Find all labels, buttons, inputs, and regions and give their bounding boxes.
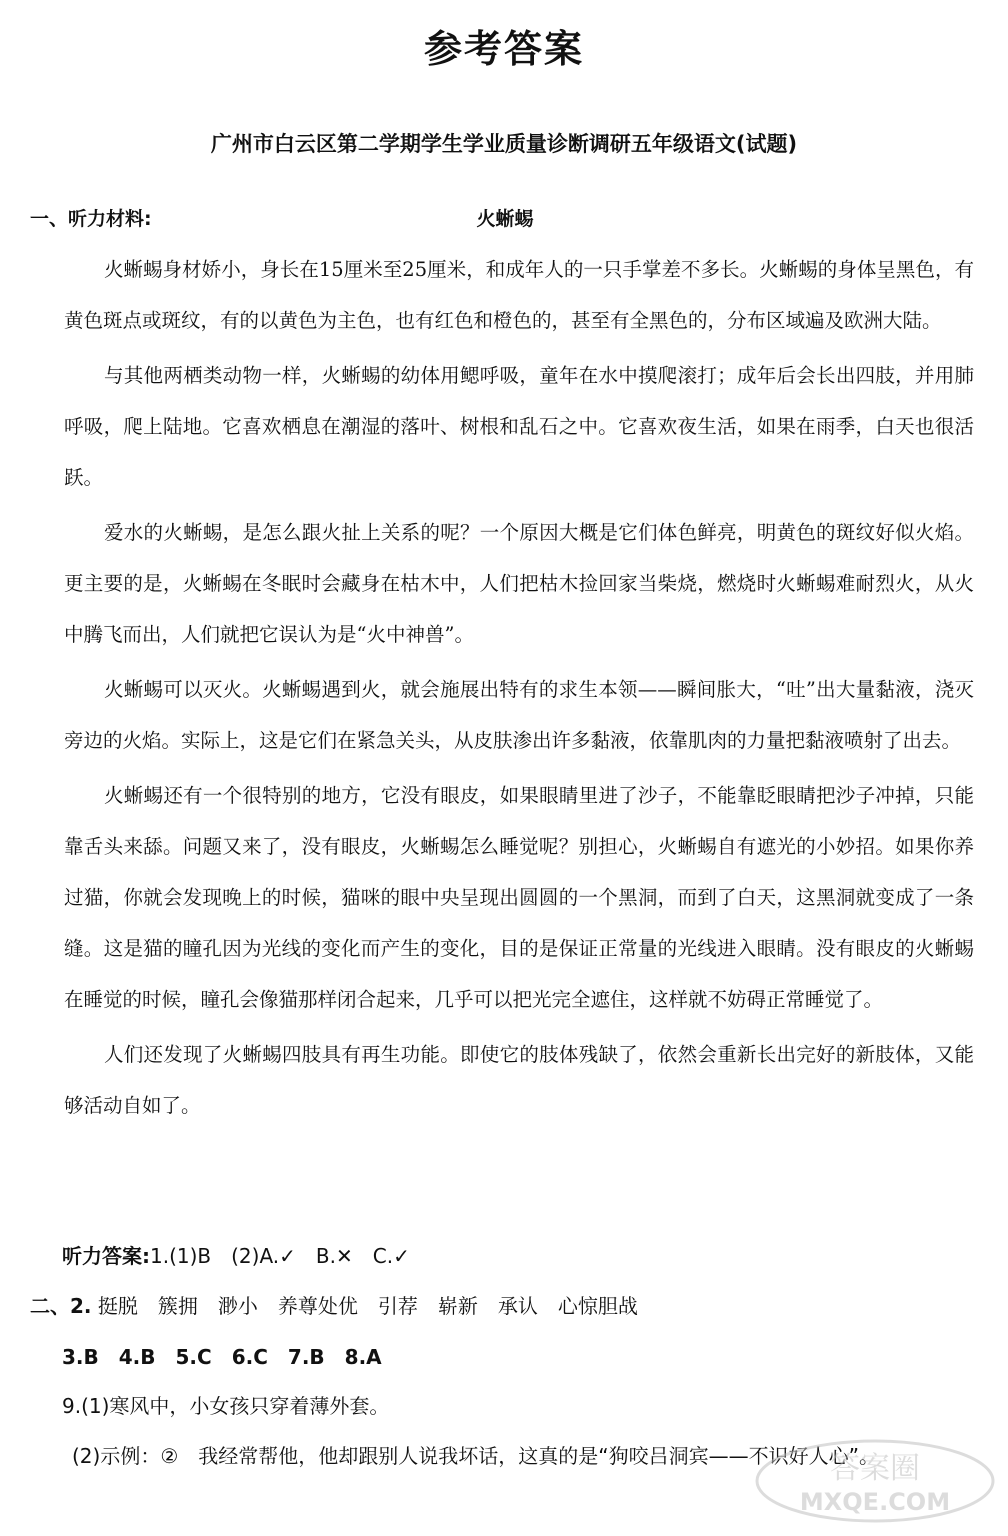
page-title: 参考答案 [423,27,584,71]
passage-paragraph: 火蜥蜴身材娇小，身长在15厘米至25厘米，和成年人的一只手掌差不多长。火蜥蜴的身体呈黑色，有黄色斑点或斑纹，有的以黄色为主色，也有红色和橙色的，甚至有全黑色的，分布区域遍及欧洲大陆。 [64,258,974,332]
multiple-choice-answers: 3.B 4.B 5.C 6.C 7.B 8.A [62,1345,382,1369]
listening-passage [64,244,974,1135]
question9-part2: (2)示例：② 我经常帮他，他却跟别人说我坏话，这真的是“狗咬吕洞宾——不识好人心”。 [72,1444,879,1468]
section1-header [30,204,980,234]
section1-label: 一、听力材料: [30,208,152,230]
passage-paragraph: 爱水的火蜥蜴，是怎么跟火扯上关系的呢？一个原因大概是它们体色鲜亮，明黄色的斑纹好似火焰。更主要的是，火蜥蜴在冬眠时会藏身在枯木中，人们把枯木捡回家当柴烧，燃烧时火蜥蜴难耐烈火，从火中腾飞而出，人们就把它误认为是“火中神兽”。 [64,521,974,646]
listening-answers [62,1240,410,1269]
watermark-text-url: MXQE.COM [799,1488,951,1516]
section2-label: 二、2. [30,1294,92,1318]
story-title: 火蜥蜴 [476,208,534,230]
exam-subtitle: 广州市白云区第二学期学生学业质量诊断调研五年级语文(试题) [210,132,798,156]
passage-paragraph: 火蜥蜴还有一个很特别的地方，它没有眼皮，如果眼睛里进了沙子，不能靠眨眼睛把沙子冲掉，只能靠舌头来舔。问题又来了，没有眼皮，火蜥蜴怎么睡觉呢？别担心，火蜥蜴自有遮光的小妙招。如果你养过猫，你就会发现晚上的时候，猫咪的眼中央呈现出圆圆的一个黑洞，而到了白天，这黑洞就变成了一条缝。这是猫的瞳孔因为光线的变化而产生的变化，目的是保证正常量的光线进入眼睛。没有眼皮的火蜥蜴在睡觉的时候，瞳孔会像猫那样闭合起来，几乎可以把光完全遮住，这样就不妨碍正常睡觉了。 [64,784,974,1011]
question9-part1: 9.(1)寒风中，小女孩只穿着薄外套。 [62,1394,390,1418]
listening-answer-text: 1.(1)B (2)A.✓ B.✕ C.✓ [150,1244,410,1268]
passage-paragraph: 人们还发现了火蜥蜴四肢具有再生功能。即使它的肢体残缺了，依然会重新长出完好的新肢体，又能够活动自如了。 [64,1043,974,1117]
passage-paragraph: 火蜥蜴可以灭火。火蜥蜴遇到火，就会施展出特有的求生本领——瞬间胀大，“吐”出大量黏液，浇灭旁边的火焰。实际上，这是它们在紧急关头，从皮肤渗出许多黏液，依靠肌肉的力量把黏液喷射了出去。 [64,678,974,752]
section2-words-line [30,1290,638,1319]
passage-paragraph: 与其他两栖类动物一样，火蜥蜴的幼体用鳃呼吸，童年在水中摸爬滚打；成年后会长出四肢，并用肺呼吸，爬上陆地。它喜欢栖息在潮湿的落叶、树根和乱石之中。它喜欢夜生活，如果在雨季，白天也很活跃。 [64,364,974,489]
listening-answer-label: 听力答案: [62,1244,150,1268]
watermark-logo [750,1436,1000,1526]
section2-words: 挺脱 簇拥 渺小 养尊处优 引荐 崭新 承认 心惊胆战 [97,1294,638,1318]
watermark-text-cn: 答案圈 [830,1451,920,1486]
